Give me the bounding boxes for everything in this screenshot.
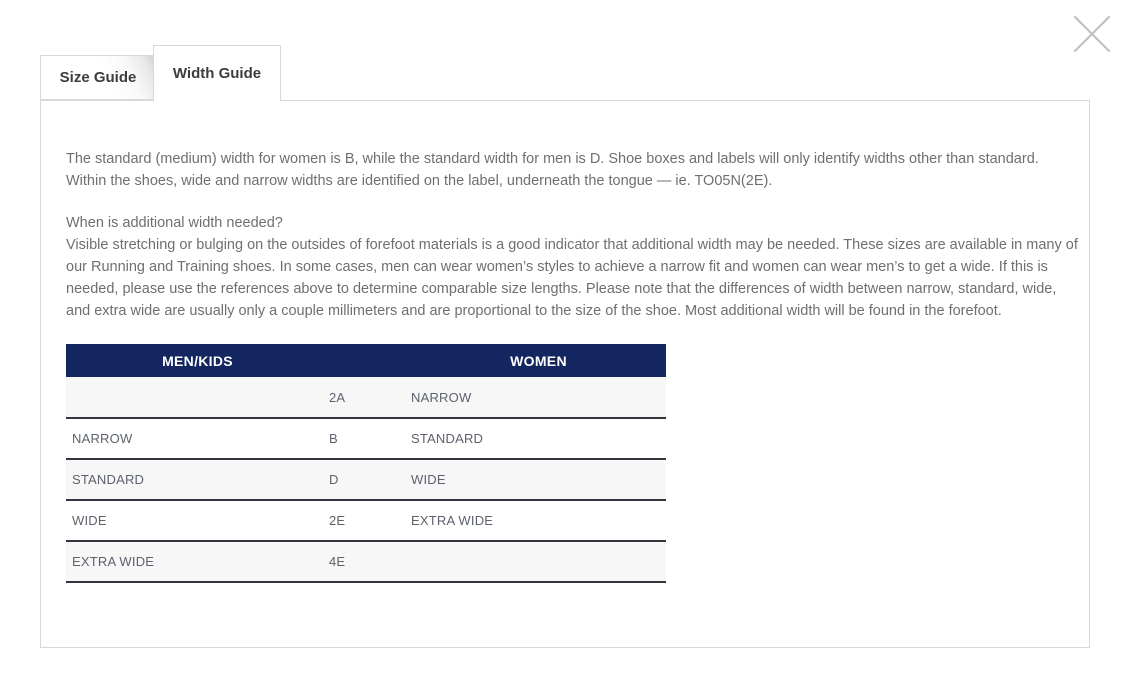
width-comparison-table	[66, 344, 666, 583]
women-width-cell	[411, 541, 666, 582]
table-row	[66, 459, 666, 500]
header-men-kids: MEN/KIDS	[66, 344, 329, 377]
table-row	[66, 541, 666, 582]
width-code-cell: D	[329, 459, 411, 500]
header-width-code	[329, 344, 411, 377]
width-code-cell: 2E	[329, 500, 411, 541]
width-explanation-paragraph: Visible stretching or bulging on the outsides of forefoot materials is a good indicator that additional width may be needed. These sizes are available in many of our Running and Training shoes. In some cases, men can wear women’s styles to achieve a narrow fit and women can wear men’s to get a wide. If this is needed, please use the references above to determine comparable size lengths. Please note that the differences of width between narrow, standard, wide, and extra wide are usually only a couple millimeters and are proportional to the size of the shoe. Most additional width will be found in the forefoot.	[66, 237, 1078, 319]
men-width-cell: NARROW	[66, 418, 329, 459]
men-width-cell: EXTRA WIDE	[66, 541, 329, 582]
women-width-cell: NARROW	[411, 377, 666, 418]
table-row	[66, 418, 666, 459]
table-row	[66, 377, 666, 418]
width-code-cell: B	[329, 418, 411, 459]
tab-size-guide[interactable]	[40, 55, 156, 100]
table-header-row	[66, 344, 666, 377]
modal-close-button[interactable]	[1073, 15, 1111, 53]
tab-width-guide-label: Width Guide	[172, 65, 262, 82]
men-width-cell: STANDARD	[66, 459, 329, 500]
header-women: WOMEN	[411, 344, 666, 377]
women-width-cell: EXTRA WIDE	[411, 500, 666, 541]
width-code-cell: 4E	[329, 541, 411, 582]
width-code-cell: 2A	[329, 377, 411, 418]
tab-size-guide-label: Size Guide	[59, 69, 137, 86]
women-width-cell: STANDARD	[411, 418, 666, 459]
men-width-cell	[66, 377, 329, 418]
intro-paragraph: The standard (medium) width for women is B, while the standard width for men is D. Shoe boxes and labels will only identify widths other than standard. Within the shoes, wide and narrow widths are identified on the label, underneath the tongue — ie. TO05N(2E).	[66, 151, 1039, 189]
width-guide-panel	[40, 100, 1090, 648]
table-row	[66, 500, 666, 541]
men-width-cell: WIDE	[66, 500, 329, 541]
width-question-heading: When is additional width needed?	[66, 215, 283, 231]
tab-width-guide[interactable]	[153, 45, 281, 101]
x-icon	[1073, 15, 1111, 53]
women-width-cell: WIDE	[411, 459, 666, 500]
